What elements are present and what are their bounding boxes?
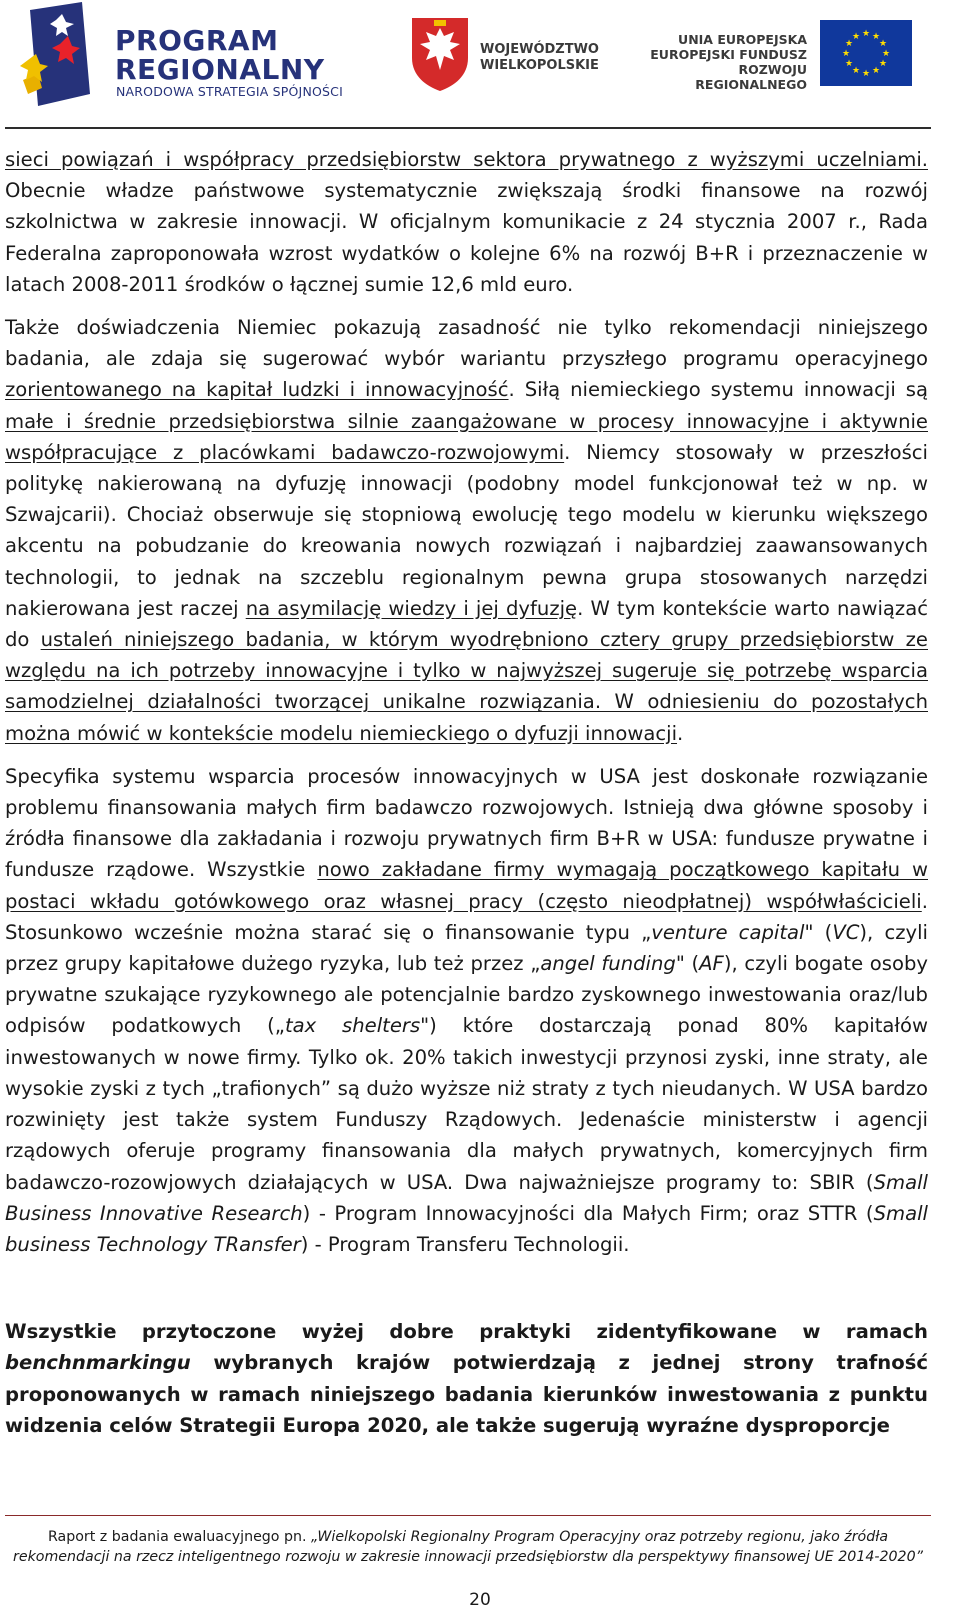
program-regionalny-flag-icon [20,2,110,108]
underlined-text: ustaleń niniejszego badania, w którym wyodrębniono cztery grupy przedsiębiorstw ze względu na ich potrzeby innowacyjne i tylko w najwyższej sugeruje się potrzebę wsparcia samodzielnej działalności tworzącej unikalne rozwiązania. W odniesieniu do pozostałych można mówić w kontekście modelu niemieckiego o dyfuzji innowacji [5,628,928,745]
text-run: Obecnie władze państwowe systematycznie zwiększają środki finansowe na rozwój szkolnictwa w zakresie innowacji. W oficjalnym komunikacie z 24 stycznia 2007 r. [5,179,928,234]
svg-text:★: ★ [881,49,891,59]
italic-term: tax shelters [284,1014,421,1038]
text-run: wybranych krajów potwierdzają z jednej strony trafność proponowanych w ramach niniejszego badania kierunków inwestowania z punktu widzenia celów Strategii Europa 2020, ale także sugerują wyraźne dysproporcje [5,1351,928,1437]
italic-term: AF [699,952,724,976]
coat-of-arms-icon [410,14,470,92]
text-run: " ( [675,952,700,976]
document-body [5,144,928,1441]
svg-text:★: ★ [851,66,861,76]
svg-text:★: ★ [878,39,888,49]
text-run: " ( [804,920,833,944]
paragraph-germany-funding [5,144,928,300]
program-regionalny-logo [20,2,350,108]
italic-term: benchnmarkingu [5,1351,191,1375]
underlined-text: zorientowanego na kapitał ludzki i innowacyjność [5,378,509,402]
italic-term: venture capital [651,920,805,944]
underlined-text: nowo zakładane firmy wymagają początkowego kapitału w postaci wkładu gotówkowego oraz własnej pracy (często nieodpłatnej) współwłaścicieli [5,858,928,913]
svg-text:★: ★ [851,32,861,42]
text-run: . Stosunkowo wcześnie można starać się o finansowanie typu „ [5,889,928,944]
text-run: . [677,721,684,745]
text-run: Wszystkie przytoczone wyżej dobre praktyki zidentyfikowane w ramach [5,1320,928,1344]
text-run: . Siłą niemieckiego systemu innowacji są [508,378,928,402]
svg-text:★: ★ [844,39,854,49]
svg-text:★: ★ [841,49,851,59]
text-run: . W tym kontekście warto nawiązać do [5,596,928,652]
eu-logo [645,20,945,100]
region-name: WOJEWÓDZTWO WIELKOPOLSKIE [480,42,599,73]
text-run: ) - Program Transferu Technologii. [300,1232,630,1256]
italic-term: angel funding [540,952,676,976]
text-run: , Rada Federalna zaproponowała wzrost wydatków o kolejne 6% na rozwój B+R i przeznaczenie w latach 2008-2011 środków o łącznej sumie 12,6 mld euro. [5,210,929,296]
svg-text:★: ★ [861,29,871,39]
svg-text:★: ★ [871,66,881,76]
underlined-text: małe i średnie przedsiębiorstwa silnie zaangażowane w procesy innowacyjne i aktywnie współpracujące z placówkami badawczo-rozwojowymi [5,409,928,464]
program-title: PROGRAM REGIONALNY [115,24,325,86]
paragraph-conclusion [5,1316,928,1441]
text-run: ") które dostarczają ponad 80% kapitałów inwestowanych w nowe firmy. Tylko ok. 20% takich inwestycji przynosi zyski, inne straty, ale wysokie zyski z tych „trafionych” są dużo wyższe niż straty z tych nieudanych. W USA bardzo rozwinięty jest także system Funduszy Rządowych. Jedenaście ministerstw i agencji rządowych oferuje programy finansowania dla małych prywatnych, komercyjnych firm badawczo-rozowjowych działających w USA. Dwa najważniejsze programy to: SBIR ( [5,1014,928,1194]
text-run: Także doświadczenia Niemiec pokazują zasadność nie tylko rekomendacji niniejszego badania, ale zdaja się sugerować wybór wariantu przyszłego programu operacyjnego [5,316,928,371]
text-run: ) - Program Innowacyjności dla Małych Firm; oraz STTR ( [302,1201,874,1225]
paragraph-germany-experience [5,312,928,749]
page-number: 20 [469,1590,491,1610]
eu-fund-name: UNIA EUROPEJSKA EUROPEJSKI FUNDUSZ ROZWOJU REGIONALNEGO [650,32,807,92]
svg-text:★: ★ [861,69,871,79]
svg-text:★: ★ [844,59,854,69]
paragraph-usa-support [5,761,928,1260]
svg-text:★: ★ [878,59,888,69]
page-header [0,0,960,128]
italic-term: Small business Technology TRansfer [5,1201,928,1256]
text-run: ), czyli bogate osoby prywatne szukające ryzykownego ale potencjalnie bardzo zyskownego inwestowania oraz/lub odpisów podatkowych („ [5,952,928,1038]
svg-text:★: ★ [871,32,881,42]
italic-term: Small Business Innovative Research [5,1170,928,1225]
footer-prefix: Raport z badania ewaluacyjnego pn. [47,1529,312,1545]
footer-divider [5,1515,931,1516]
underlined-text: sieci powiązań i współpracy przedsiębiorstw sektora prywatnego z wyższymi uczelniami. [5,148,928,171]
program-subtitle: NARODOWA STRATEGIA SPÓJNOŚCI [116,84,343,99]
footer-report-title: „Wielkopolski Regionalny Program Operacyjny oraz potrzeby regionu, jako źródła rekomendacji na rzecz inteligentnego rozwoju w zakresie innowacji przedsiębiorstw dla perspektywy finansowej UE 2014-2020” [13,1529,923,1565]
header-divider [5,127,931,129]
italic-term: VC [832,920,860,944]
eu-flag-icon [820,20,912,86]
text-run: Specyfika systemu wsparcia procesów innowacyjnych w USA jest doskonałe rozwiązanie problemu finansowania małych firm badawczo rozwojowych. Istnieją dwa główne sposoby i źródła finansowe dla zakładania i rozwoju prywatnych firm B+R w USA: fundusze prywatne i fundusze rządowe. Wszystkie [5,764,928,882]
text-run: . Niemcy stosowały w przeszłości politykę nakierowaną na dyfuzję innowacji (podobny model funkcjonował też w np. w Szwajcarii). Chociaż obserwuje się stopniową ewolucję tego modelu w kierunku większego akcentu na pobudzanie do kreowania nowych rozwiązań i najbardziej zaawansowanych technologii, to jednak na szczeblu regionalnym pewna grupa stosowanych narzędzi nakierowana jest raczej [5,440,928,620]
wielkopolska-logo [410,14,600,94]
page-footer [5,1527,931,1567]
text-run: ), czyli przez grupy kapitałowe dużego ryzyka, lub też przez „ [5,920,928,976]
underlined-text: na asymilację wiedzy i jej dyfuzję [245,596,578,620]
